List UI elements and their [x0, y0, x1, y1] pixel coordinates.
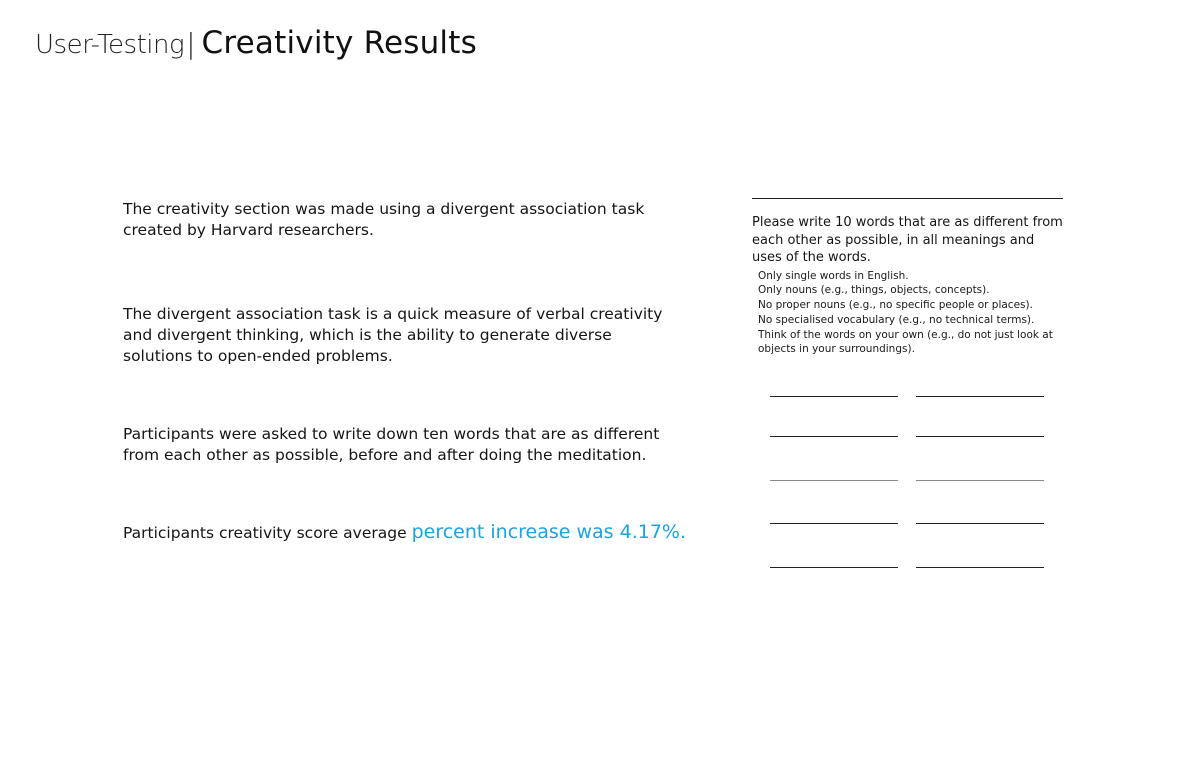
- word-blank-4[interactable]: [916, 436, 1044, 437]
- word-blank-3[interactable]: [770, 436, 898, 437]
- title-main: Creativity Results: [201, 25, 477, 61]
- word-blank-8[interactable]: [916, 523, 1044, 524]
- result-prefix: Participants creativity score average: [123, 524, 412, 542]
- paragraph-task-description: The divergent association task is a quick measure of verbal creativity and divergent thinking, which is the ability to generate diverse solutions to open-ended problems.: [123, 305, 663, 365]
- form-top-rule: [752, 198, 1063, 199]
- form-rules-list: [758, 269, 1063, 358]
- word-blank-2[interactable]: [916, 396, 1044, 397]
- word-blank-7[interactable]: [770, 523, 898, 524]
- form-rule: Only nouns (e.g., things, objects, concepts).: [758, 284, 990, 297]
- word-blank-1[interactable]: [770, 396, 898, 397]
- word-blank-10[interactable]: [916, 567, 1044, 568]
- form-rule: Think of the words on your own (e.g., do not just look at objects in your surroundings).: [758, 328, 1053, 356]
- form-rule: Only single words in English.: [758, 269, 909, 282]
- form-instruction: Please write 10 words that are as different from each other as possible, in all meanings and uses of the words.: [752, 215, 1063, 265]
- form-rule: No specialised vocabulary (e.g., no technical terms).: [758, 313, 1035, 326]
- word-blank-9[interactable]: [770, 567, 898, 568]
- title-subtitle: User-Testing: [35, 30, 185, 60]
- result-highlight: percent increase was 4.17%.: [411, 521, 687, 543]
- word-blank-5[interactable]: [770, 480, 898, 481]
- word-blank-6[interactable]: [916, 480, 1044, 481]
- paragraph-procedure: Participants were asked to write down ten words that are as different from each other as possible, before and after doing the meditation.: [123, 425, 660, 464]
- paragraph-result: [123, 522, 723, 544]
- form-rule: No proper nouns (e.g., no specific people or places).: [758, 299, 1033, 312]
- title-separator: |: [186, 27, 196, 60]
- page-title: [35, 25, 477, 61]
- dat-form: [752, 198, 1063, 357]
- paragraph-task-origin: The creativity section was made using a divergent association task created by Harvard researchers.: [123, 200, 645, 239]
